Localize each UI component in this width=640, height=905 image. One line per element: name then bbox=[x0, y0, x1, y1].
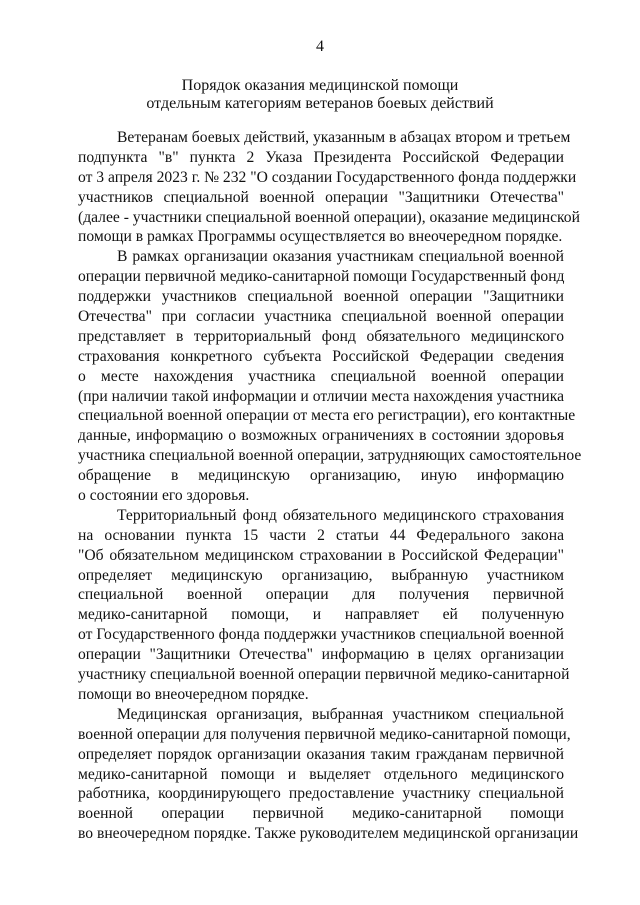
text-line: обращение в медицинскую организацию, иную информацию bbox=[78, 467, 564, 485]
text-line: на основании пункта 15 части 2 статьи 44 Федерального закона bbox=[78, 526, 564, 544]
text-line: "Об обязательном медицинском страховании в Российской Федерации" bbox=[78, 546, 564, 564]
paragraph-4 bbox=[78, 705, 579, 844]
text-line: от 3 апреля 2023 г. № 232 "О создании Государственного фонда поддержки bbox=[78, 168, 577, 186]
text-line: Отечества" при согласии участника специальной военной операции bbox=[78, 308, 564, 326]
text-line: Ветеранам боевых действий, указанным в абзацах втором и третьем bbox=[117, 129, 571, 146]
text-line: (при наличии такой информации и отличии места нахождения участника bbox=[78, 387, 564, 405]
text-line: помощи во внеочередном порядке. bbox=[78, 685, 309, 703]
text-line: поддержки участников специальной военной операции "Защитники bbox=[78, 288, 564, 306]
text-line: В рамках организации оказания участникам специальной военной bbox=[117, 248, 564, 266]
text-line: работника, координирующего предоставление участнику специальной bbox=[78, 785, 564, 803]
page-number: 4 bbox=[316, 38, 324, 55]
text-line: военной операции первичной медико-санитарной помощи bbox=[78, 805, 564, 823]
text-line: определяет порядок организации оказания таким гражданам первичной bbox=[78, 745, 564, 763]
section-title bbox=[0, 77, 640, 113]
text-line: помощи в рамках Программы осуществляется во внеочередном порядке. bbox=[78, 228, 563, 246]
text-line: операции первичной медико-санитарной помощи Государственный фонд bbox=[78, 268, 565, 286]
text-line: от Государственного фонда поддержки участников специальной военной bbox=[78, 626, 564, 644]
text-line: медико-санитарной помощи, и направляет ей полученную bbox=[78, 606, 564, 624]
paragraph-1 bbox=[78, 128, 580, 247]
text-line: специальной военной операции от места его регистрации), его контактные bbox=[78, 407, 576, 425]
text-line: участнику специальной военной операции первичной медико-санитарной bbox=[78, 666, 570, 684]
text-line: участника специальной военной операции, затрудняющих самостоятельное bbox=[78, 447, 582, 465]
text-line: о состоянии его здоровья. bbox=[78, 487, 250, 505]
text-line: о месте нахождения участника специальной военной операции bbox=[78, 367, 564, 385]
text-line: специальной военной операции для получения первичной bbox=[78, 586, 564, 604]
text-line: подпункта "в" пункта 2 Указа Президента Российской Федерации bbox=[78, 148, 564, 166]
paragraph-3 bbox=[78, 506, 570, 705]
section-title-line-2: отдельным категориям ветеранов боевых действий bbox=[146, 95, 494, 112]
text-line: медико-санитарной помощи и выделяет отдельного медицинского bbox=[78, 765, 564, 783]
paragraph-2 bbox=[78, 247, 582, 506]
text-line: страхования конкретного субъекта Российской Федерации сведения bbox=[78, 347, 564, 365]
text-line: участников специальной военной операции "Защитники Отечества" bbox=[78, 188, 564, 206]
text-line: (далее - участники специальной военной операции), оказание медицинской bbox=[78, 208, 580, 226]
text-line: Медицинская организация, выбранная участником специальной bbox=[117, 705, 564, 723]
text-line: представляет в территориальный фонд обязательного медицинского bbox=[78, 327, 564, 345]
text-line: Территориальный фонд обязательного медицинского страхования bbox=[117, 506, 564, 524]
section-title-line-1: Порядок оказания медицинской помощи bbox=[181, 77, 459, 94]
document-body bbox=[78, 128, 582, 844]
text-line: во внеочередном порядке. Также руководителем медицинской организации bbox=[78, 825, 579, 843]
text-line: военной операции для получения первичной медико-санитарной помощи, bbox=[78, 725, 571, 743]
text-line: операции "Защитники Отечества" информацию в целях организации bbox=[78, 646, 564, 664]
text-line: определяет медицинскую организацию, выбранную участником bbox=[78, 566, 564, 584]
text-line: данные, информацию о возможных ограничениях в состоянии здоровья bbox=[78, 427, 564, 445]
